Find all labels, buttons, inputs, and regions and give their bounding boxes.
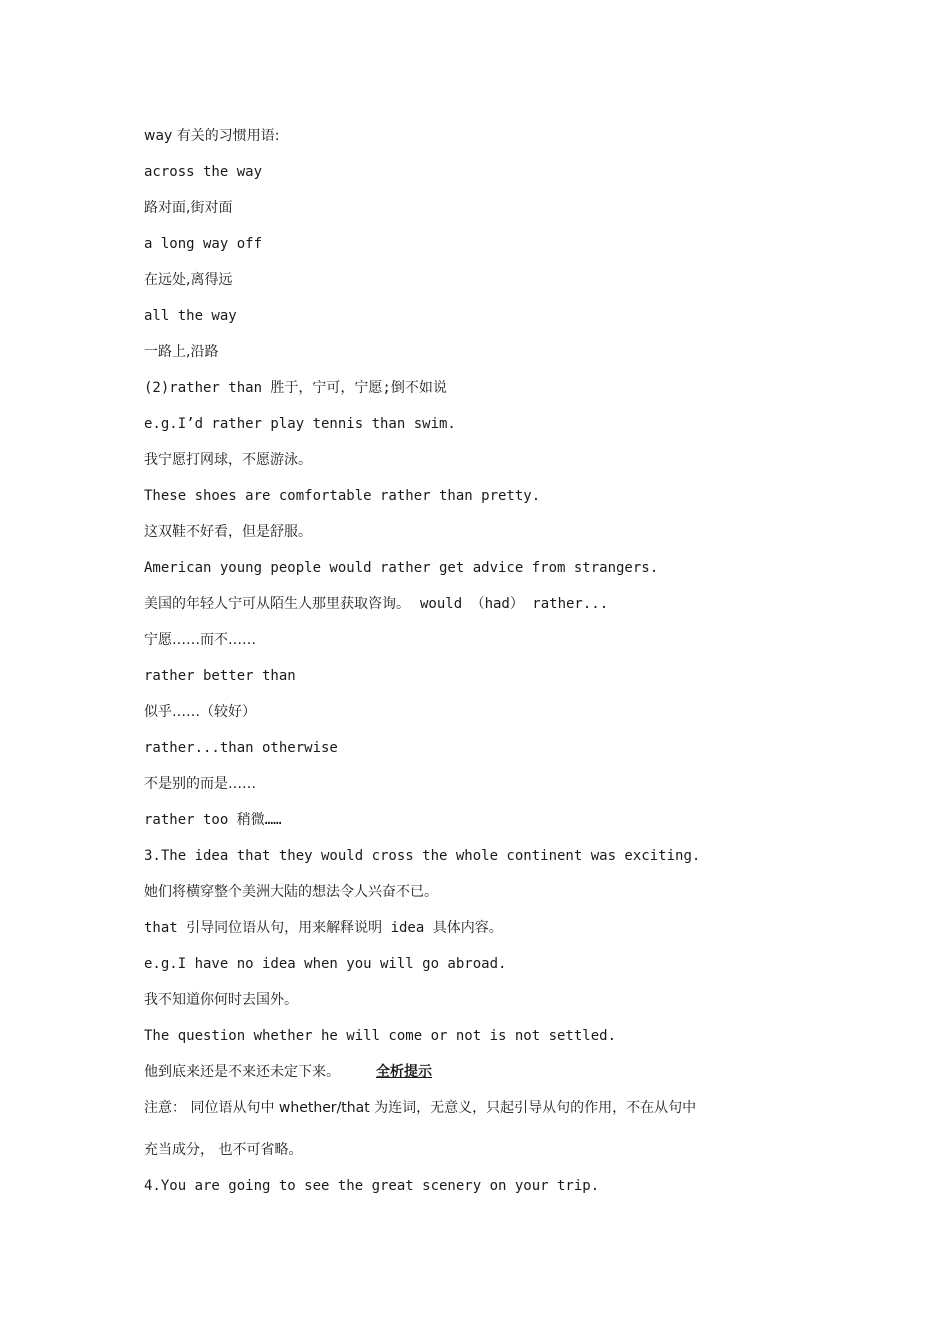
text-line: 我不知道你何时去国外。: [144, 992, 298, 1008]
document-body: [144, 124, 824, 1210]
text-line-with-hint: [144, 1060, 824, 1096]
text-line: 她们将横穿整个美洲大陆的想法令人兴奋不已。: [144, 884, 438, 900]
text-line: all the way: [144, 308, 237, 324]
text-line: way 有关的习惯用语:: [144, 128, 280, 144]
text-segment: 美国的年轻人宁可从陌生人那里获取咨询。: [144, 596, 410, 612]
text-line: These shoes are comfortable rather than pretty.: [144, 488, 541, 504]
text-line: 宁愿……而不……: [144, 632, 256, 648]
text-line: rather...than otherwise: [144, 740, 338, 756]
text-line: rather better than: [144, 668, 296, 684]
text-line: across the way: [144, 164, 263, 180]
text-line: 这双鞋不好看，但是舒服。: [144, 524, 312, 540]
text-segment: 他到底来还是不来还未定下来。: [144, 1064, 340, 1080]
text-line: e.g.I’d rather play tennis than swim.: [144, 416, 456, 432]
text-line: e.g.I have no idea when you will go abroad.: [144, 956, 507, 972]
text-line: The question whether he will come or not is not settled.: [144, 1028, 617, 1044]
text-line: (2)rather than 胜于，宁可，宁愿;倒不如说: [144, 380, 447, 396]
text-line-with-phrase: [144, 592, 824, 628]
text-line: a long way off: [144, 236, 263, 252]
text-line: that 引导同位语从句，用来解释说明 idea 具体内容。: [144, 920, 503, 936]
text-line: American young people would rather get advice from strangers.: [144, 560, 659, 576]
text-line: 我宁愿打网球，不愿游泳。: [144, 452, 312, 468]
text-line: 在远处,离得远: [144, 272, 233, 288]
hint-link[interactable]: 全析提示: [376, 1064, 432, 1080]
text-line: 一路上,沿路: [144, 344, 219, 360]
text-line: 4.You are going to see the great scenery on your trip.: [144, 1178, 600, 1194]
text-line: 路对面,街对面: [144, 200, 233, 216]
text-line: 不是别的而是……: [144, 776, 256, 792]
text-line: 3.The idea that they would cross the whole continent was exciting.: [144, 848, 701, 864]
text-line: 似乎……（较好）: [144, 704, 256, 720]
text-line: 充当成分， 也不可省略。: [144, 1142, 303, 1158]
inline-phrase: would （had） rather...: [420, 596, 609, 612]
text-line: rather too 稍微……: [144, 812, 282, 828]
text-line: 注意： 同位语从句中 whether/that 为连词，无意义，只起引导从句的作用，不在从句中: [144, 1100, 697, 1116]
